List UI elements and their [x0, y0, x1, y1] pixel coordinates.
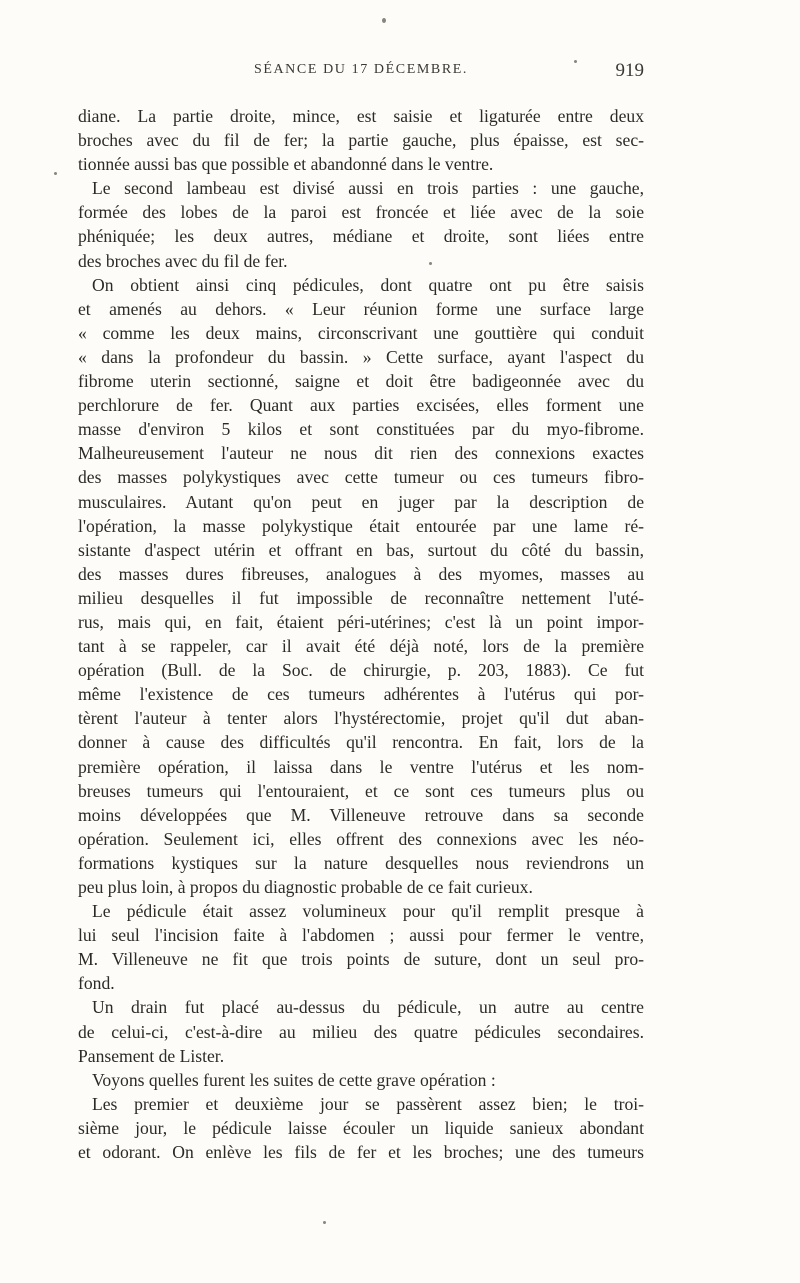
text-line: moins développées que M. Villeneuve retrouve dans sa seconde [78, 804, 644, 825]
paragraph [78, 1092, 644, 1164]
text-line: milieu desquelles il fut impossible de reconnaître nettement l'uté- [78, 587, 644, 608]
text-line: tèrent l'auteur à tenter alors l'hystérectomie, projet qu'il dut aban- [78, 708, 644, 729]
text-line: sistante d'aspect utérin et offrant en bas, surtout du côté du bassin, [78, 539, 644, 560]
paragraph [78, 899, 644, 995]
text-line: même l'existence de ces tumeurs adhérentes à l'utérus qui por- [78, 684, 644, 705]
paragraph [78, 1068, 644, 1092]
text-line: perchlorure de fer. Quant aux parties excisées, elles forment une [78, 395, 644, 416]
text-line: fibrome uterin sectionné, saigne et doit être badigeonnée avec du [78, 371, 644, 392]
paragraph [78, 995, 644, 1067]
running-head [78, 60, 644, 84]
text-line: formée des lobes de la paroi est froncée et liée avec de la soie [78, 202, 644, 223]
text-line: de celui-ci, c'est-à-dire au milieu des quatre pédicules secondaires. [78, 1021, 644, 1042]
text-line: rus, mais qui, en fait, étaient péri-utérines; c'est là un point impor- [78, 611, 644, 632]
text-line: Pansement de Lister. [78, 1045, 225, 1066]
text-line: tionnée aussi bas que possible et abandonné dans le ventre. [78, 154, 494, 175]
text-line: musculaires. Autant qu'on peut en juger par la description de [78, 491, 644, 512]
text-body [78, 104, 644, 1164]
text-line: Les premier et deuxième jour se passèrent assez bien; le troi- [92, 1093, 644, 1114]
text-line: « comme les deux mains, circonscrivant une gouttière qui conduit [78, 322, 644, 343]
text-line: lui seul l'incision faite à l'abdomen ; aussi pour fermer le ventre, [78, 925, 644, 946]
text-line: opération. Seulement ici, elles offrent des connexions avec les néo- [78, 828, 644, 849]
text-line: et amenés au dehors. « Leur réunion forme une surface large [78, 298, 644, 319]
text-line: Malheureusement l'auteur ne nous dit rien des connexions exactes [78, 443, 644, 464]
paragraph [78, 273, 644, 899]
text-line: des broches avec du fil de fer. [78, 250, 288, 271]
text-line: fond. [78, 973, 115, 994]
text-line: masse d'environ 5 kilos et sont constituées par du myo-fibrome. [78, 419, 644, 440]
paragraph [78, 104, 644, 176]
text-line: diane. La partie droite, mince, est saisie et ligaturée entre deux [78, 106, 644, 126]
print-speck [574, 60, 577, 63]
print-speck [54, 172, 57, 175]
page-number: 919 [615, 60, 644, 81]
text-line: Un drain fut placé au-dessus du pédicule, un autre au centre [92, 997, 644, 1018]
text-line: phéniquée; les deux autres, médiane et droite, sont liées entre [78, 226, 644, 247]
text-line: peu plus loin, à propos du diagnostic probable de ce fait curieux. [78, 877, 533, 897]
text-line: Le pédicule était assez volumineux pour qu'il remplit presque à [92, 901, 644, 922]
text-line: tant à se rappeler, car il avait été déjà noté, lors de la première [78, 636, 644, 657]
paragraph [78, 176, 644, 272]
text-line: broches avec du fil de fer; la partie gauche, plus épaisse, est sec- [78, 130, 644, 151]
text-line: Voyons quelles furent les suites de cette grave opération : [92, 1069, 496, 1090]
text-line: des masses polykystiques avec cette tumeur ou ces tumeurs fibro- [78, 467, 644, 488]
text-line: Le second lambeau est divisé aussi en trois parties : une gauche, [92, 178, 644, 199]
text-line: et odorant. On enlève les fils de fer et les broches; une des tumeurs [78, 1142, 644, 1163]
text-line: « dans la profondeur du bassin. » Cette surface, ayant l'aspect du [78, 346, 644, 367]
text-line: opération (Bull. de la Soc. de chirurgie, p. 203, 1883). Ce fut [78, 660, 644, 681]
text-line: M. Villeneuve ne fit que trois points de suture, dont un seul pro- [78, 949, 644, 970]
print-speck [382, 18, 386, 23]
text-line: breuses tumeurs qui l'entouraient, et ce sont ces tumeurs plus ou [78, 780, 644, 801]
running-title: SÉANCE DU 17 DÉCEMBRE. [253, 62, 469, 77]
print-speck [323, 1221, 326, 1224]
print-speck [429, 262, 432, 265]
text-line: sième jour, le pédicule laisse écouler un liquide sanieux abondant [78, 1117, 644, 1138]
text-line: donner à cause des difficultés qu'il rencontra. En fait, lors de la [78, 732, 644, 753]
text-line: l'opération, la masse polykystique était entourée par une lame ré- [78, 515, 644, 536]
text-line: formations kystiques sur la nature desquelles nous reviendrons un [78, 852, 644, 873]
text-line: première opération, il laissa dans le ventre l'utérus et les nom- [78, 756, 644, 777]
text-line: des masses dures fibreuses, analogues à des myomes, masses au [78, 563, 644, 584]
text-line: On obtient ainsi cinq pédicules, dont quatre ont pu être saisis [92, 274, 644, 295]
